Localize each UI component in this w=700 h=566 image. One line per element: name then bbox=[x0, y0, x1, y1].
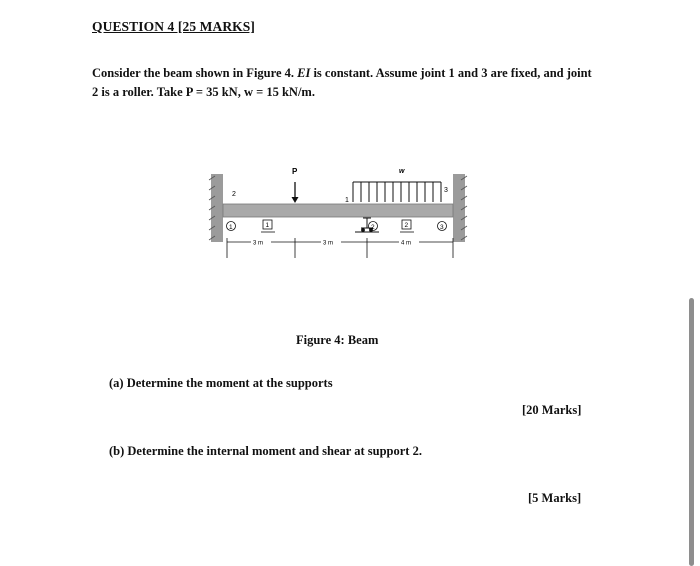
point-load-arrow bbox=[292, 182, 299, 203]
beam-diagram bbox=[205, 160, 475, 265]
node-label-1-mid: 1 bbox=[345, 197, 349, 204]
intro-text-2: is constant. Assume joint 1 and 3 are fixed, and joint bbox=[310, 66, 592, 80]
load-w-label: w bbox=[399, 168, 405, 175]
question-heading: QUESTION 4 [25 MARKS] bbox=[92, 19, 255, 34]
part-b-text: (b) Determine the internal moment and shear at support 2. bbox=[109, 444, 422, 458]
figure-caption: Figure 4: Beam bbox=[296, 333, 379, 347]
element-number-2: 2 bbox=[371, 224, 375, 231]
element-number-1: 1 bbox=[229, 224, 233, 231]
dimension-3: 4 m bbox=[401, 240, 412, 247]
left-fixed-support bbox=[209, 174, 223, 242]
intro-text-3: 2 is a roller. Take P = 35 kN, w = 15 kN/m. bbox=[92, 85, 315, 99]
element-number-3: 3 bbox=[440, 224, 444, 231]
vertical-scrollbar[interactable] bbox=[689, 298, 694, 566]
part-a-text: (a) Determine the moment at the supports bbox=[109, 376, 333, 390]
node-label-2-left: 2 bbox=[232, 191, 236, 198]
intro-ei: EI bbox=[297, 66, 311, 80]
member-label-2: 2 bbox=[404, 222, 409, 229]
right-fixed-support bbox=[453, 174, 467, 242]
dimension-2: 3 m bbox=[323, 240, 334, 247]
beam bbox=[223, 204, 453, 217]
intro-text-1: Consider the beam shown in Figure 4. bbox=[92, 66, 298, 80]
member-label-1: 1 bbox=[265, 222, 270, 229]
part-a-marks: [20 Marks] bbox=[522, 403, 582, 417]
question-intro bbox=[92, 64, 612, 102]
distributed-load bbox=[353, 182, 441, 202]
beam-figure bbox=[205, 160, 475, 265]
load-p-label: P bbox=[292, 167, 298, 176]
part-b-marks: [5 Marks] bbox=[528, 491, 582, 505]
node-label-3-right: 3 bbox=[444, 187, 448, 194]
dimension-1: 3 m bbox=[253, 240, 264, 247]
